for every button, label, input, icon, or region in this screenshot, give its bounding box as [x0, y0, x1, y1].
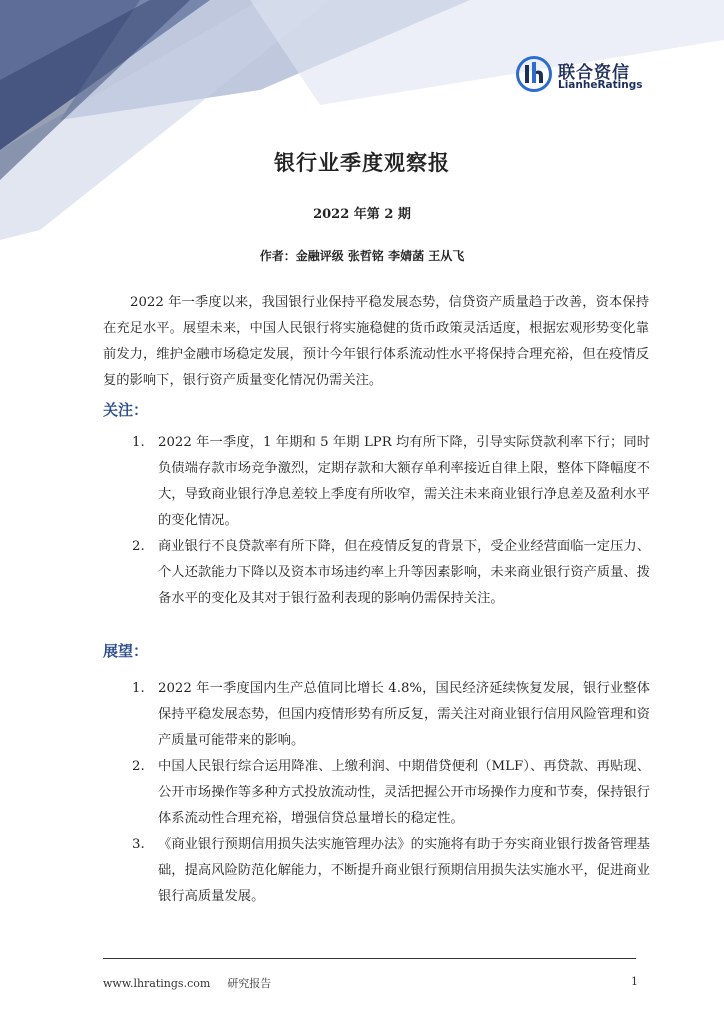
lianhe-logo-icon — [516, 56, 552, 92]
list-item — [132, 754, 650, 832]
footer-divider — [103, 958, 636, 959]
list-number: 2. — [132, 759, 145, 774]
page-number: 1 — [631, 975, 638, 988]
outlook-heading: 展望： — [103, 642, 149, 660]
logo-name-en: LianheRatings — [558, 79, 643, 91]
list-number: 1. — [132, 681, 145, 696]
list-item — [132, 832, 650, 910]
focus-list — [132, 430, 650, 612]
list-text: 商业银行不良贷款率有所下降，但在疫情反复的背景下，受企业经营面临一定压力、个人还款能力下降以及资本市场违约率上升等因素影响，未来商业银行资产质量、拨备水平的变化及其对于银行盈利表现的影响仍需保持关注。 — [158, 539, 650, 606]
footer-website-link[interactable]: www.lhratings.com — [103, 977, 211, 990]
document-title: 银行业季度观察报 — [274, 151, 450, 175]
footer-label: 研究报告 — [227, 977, 272, 990]
logo-name-cn: 联合资信 — [558, 63, 630, 83]
list-text: 2022 年一季度国内生产总值同比增长 4.8%，国民经济延续恢复发展，银行业整体保持平稳发展态势，但国内疫情形势有所反复，需关注对商业银行信用风险管理和资产质量可能带来的影响。 — [158, 681, 650, 748]
list-item — [132, 430, 650, 534]
list-text: 2022 年一季度，1 年期和 5 年期 LPR 均有所下降，引导实际贷款利率下行；同时负债端存款市场竞争激烈，定期存款和大额存单利率接近自律上限，整体下降幅度不大，导致商业银行净息差较上季度有所收窄，需关注未来商业银行净息差及盈利水平的变化情况。 — [158, 435, 650, 528]
outlook-list — [132, 676, 650, 910]
list-text: 《商业银行预期信用损失法实施管理办法》的实施将有助于夯实商业银行拨备管理基础，提高风险防范化解能力，不断提升商业银行预期信用损失法实施水平，促进商业银行高质量发展。 — [158, 837, 650, 904]
list-text: 中国人民银行综合运用降准、上缴利润、中期借贷便利（MLF）、再贷款、再贴现、公开市场操作等多种方式投放流动性，灵活把握公开市场操作力度和节奏，保持银行体系流动性合理充裕，增强信贷总量增长的稳定性。 — [158, 759, 650, 826]
list-item — [132, 534, 650, 612]
list-item — [132, 676, 650, 754]
focus-heading: 关注： — [103, 401, 149, 419]
issue-number: 2022 年第 2 期 — [313, 207, 411, 222]
intro-paragraph: 2022 年一季度以来，我国银行业保持平稳发展态势，信贷资产质量趋于改善，资本保持在充足水平。展望未来，中国人民银行将实施稳健的货币政策灵活适度，根据宏观形势变化靠前发力，维护金融市场稳定发展，预计今年银行体系流动性水平将保持合理充裕，但在疫情反复的影响下，银行资产质量变化情况仍需关注。 — [103, 295, 649, 388]
authors-line: 作者：金融评级 张哲铭 李婧菡 王从飞 — [259, 249, 465, 263]
company-logo — [516, 56, 656, 96]
list-number: 1. — [132, 435, 145, 450]
footer-info — [103, 975, 271, 991]
list-number: 2. — [132, 539, 145, 554]
list-number: 3. — [132, 837, 145, 852]
